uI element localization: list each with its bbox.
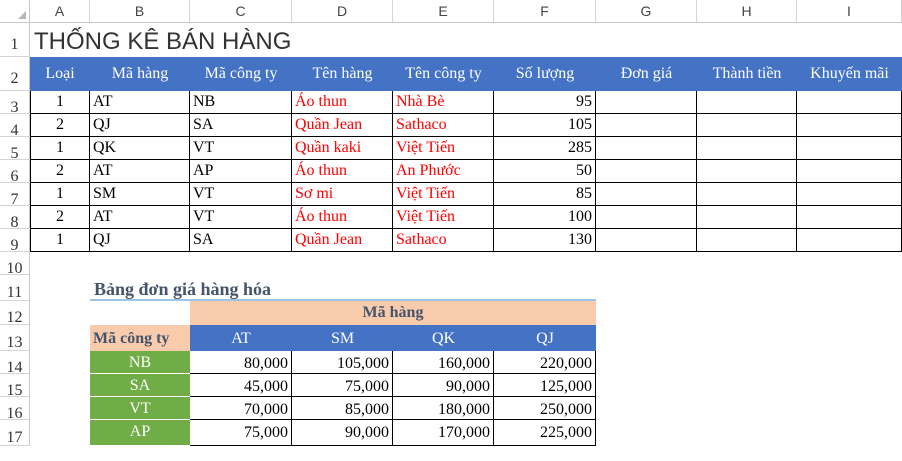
price-table-company-sa[interactable]: SA (90, 374, 190, 397)
table1-cell-r7-c1[interactable]: 1 (30, 229, 90, 252)
price-table-cell-sa-qj[interactable]: 125,000 (494, 374, 596, 397)
table1-cell-r7-c4[interactable]: Quần Jean (292, 229, 393, 252)
price-table-cell-ap-qk[interactable]: 170,000 (393, 420, 494, 446)
table1-header-2[interactable]: Mã công ty (190, 57, 292, 91)
column-header-c[interactable]: C (190, 0, 292, 23)
table1-cell-r4-c9[interactable] (797, 160, 902, 183)
table1-cell-r4-c8[interactable] (697, 160, 797, 183)
table1-cell-r6-c7[interactable] (596, 206, 697, 229)
price-table-cell-vt-at[interactable]: 70,000 (190, 397, 292, 420)
price-table-cell-nb-at[interactable]: 80,000 (190, 351, 292, 374)
table1-cell-r7-c6[interactable]: 130 (494, 229, 596, 252)
table1-cell-r2-c5[interactable]: Sathaco (393, 114, 494, 137)
row-header-6[interactable]: 6 (0, 160, 30, 183)
table1-cell-r5-c4[interactable]: Sơ mi (292, 183, 393, 206)
price-table-col-sm[interactable]: SM (292, 325, 393, 351)
table1-cell-r2-c1[interactable]: 2 (30, 114, 90, 137)
table1-cell-r7-c3[interactable]: SA (190, 229, 292, 252)
table1-header-1[interactable]: Mã hàng (90, 57, 190, 91)
row-header-13[interactable]: 13 (0, 325, 30, 351)
price-table-company-vt[interactable]: VT (90, 397, 190, 420)
price-table-cell-vt-sm[interactable]: 85,000 (292, 397, 393, 420)
table1-cell-r2-c6[interactable]: 105 (494, 114, 596, 137)
price-table-title[interactable]: Bảng đơn giá hàng hóa (94, 279, 272, 299)
price-table-company-ap[interactable]: AP (90, 420, 190, 446)
table1-header-5[interactable]: Số lượng (494, 57, 596, 91)
table1-cell-r6-c2[interactable]: AT (90, 206, 190, 229)
select-all-corner[interactable] (0, 0, 30, 23)
table1-cell-r3-c5[interactable]: Việt Tiến (393, 137, 494, 160)
table1-cell-r3-c6[interactable]: 285 (494, 137, 596, 160)
price-table-cell-nb-qj[interactable]: 220,000 (494, 351, 596, 374)
price-table-cell-ap-qj[interactable]: 225,000 (494, 420, 596, 446)
column-header-f[interactable]: F (494, 0, 596, 23)
row-header-8[interactable]: 8 (0, 206, 30, 229)
column-header-d[interactable]: D (292, 0, 393, 23)
column-header-i[interactable]: I (797, 0, 902, 23)
table1-cell-r4-c6[interactable]: 50 (494, 160, 596, 183)
sheet-title[interactable]: THỐNG KÊ BÁN HÀNG (34, 28, 292, 55)
table1-header-7[interactable]: Thành tiền (697, 57, 797, 91)
table1-header-0[interactable]: Loại (30, 57, 90, 91)
row-header-11[interactable]: 11 (0, 275, 30, 301)
table1-cell-r5-c5[interactable]: Việt Tiến (393, 183, 494, 206)
price-table-cell-nb-qk[interactable]: 160,000 (393, 351, 494, 374)
table1-cell-r3-c2[interactable]: QK (90, 137, 190, 160)
price-table-cell-vt-qj[interactable]: 250,000 (494, 397, 596, 420)
table1-cell-r4-c3[interactable]: AP (190, 160, 292, 183)
select-all-triangle-icon (18, 11, 26, 19)
price-table-cell-sa-qk[interactable]: 90,000 (393, 374, 494, 397)
price-table-cell-vt-qk[interactable]: 180,000 (393, 397, 494, 420)
column-header-h[interactable]: H (697, 0, 797, 23)
row-header-15[interactable]: 15 (0, 374, 30, 397)
table1-cell-r2-c8[interactable] (697, 114, 797, 137)
table1-cell-r4-c7[interactable] (596, 160, 697, 183)
row-header-2[interactable]: 2 (0, 57, 30, 91)
price-table-cell-ap-at[interactable]: 75,000 (190, 420, 292, 446)
row-header-7[interactable]: 7 (0, 183, 30, 206)
table1-cell-r5-c2[interactable]: SM (90, 183, 190, 206)
table1-cell-r2-c3[interactable]: SA (190, 114, 292, 137)
table1-cell-r7-c2[interactable]: QJ (90, 229, 190, 252)
table1-cell-r5-c9[interactable] (797, 183, 902, 206)
table1-cell-r1-c9[interactable] (797, 91, 902, 114)
table1-cell-r4-c1[interactable]: 2 (30, 160, 90, 183)
table1-cell-r4-c2[interactable]: AT (90, 160, 190, 183)
price-table-col-at[interactable]: AT (190, 325, 292, 351)
table1-cell-r3-c3[interactable]: VT (190, 137, 292, 160)
table1-cell-r1-c8[interactable] (697, 91, 797, 114)
table1-cell-r6-c4[interactable]: Áo thun (292, 206, 393, 229)
table1-cell-r6-c8[interactable] (697, 206, 797, 229)
table1-cell-r3-c1[interactable]: 1 (30, 137, 90, 160)
table1-cell-r3-c9[interactable] (797, 137, 902, 160)
table1-cell-r2-c2[interactable]: QJ (90, 114, 190, 137)
table1-cell-r6-c3[interactable]: VT (190, 206, 292, 229)
price-table-spacer (90, 301, 190, 325)
price-table-col-qk[interactable]: QK (393, 325, 494, 351)
price-table-group-header[interactable]: Mã hàng (190, 301, 596, 325)
row-header-16[interactable]: 16 (0, 397, 30, 420)
price-table-row-header[interactable]: Mã công ty (90, 325, 190, 351)
table1-cell-r6-c5[interactable]: Việt Tiến (393, 206, 494, 229)
table1-cell-r1-c1[interactable]: 1 (30, 91, 90, 114)
table1-cell-r5-c7[interactable] (596, 183, 697, 206)
table1-cell-r6-c9[interactable] (797, 206, 902, 229)
table1-cell-r5-c1[interactable]: 1 (30, 183, 90, 206)
row-header-12[interactable]: 12 (0, 301, 30, 325)
table1-cell-r6-c1[interactable]: 2 (30, 206, 90, 229)
table1-cell-r3-c8[interactable] (697, 137, 797, 160)
table1-cell-r7-c5[interactable]: Sathaco (393, 229, 494, 252)
table1-cell-r2-c7[interactable] (596, 114, 697, 137)
table1-cell-r7-c7[interactable] (596, 229, 697, 252)
price-table-company-nb[interactable]: NB (90, 351, 190, 374)
price-table-cell-sa-sm[interactable]: 75,000 (292, 374, 393, 397)
table1-cell-r1-c5[interactable]: Nhà Bè (393, 91, 494, 114)
table1-cell-r2-c4[interactable]: Quần Jean (292, 114, 393, 137)
row-header-3[interactable]: 3 (0, 91, 30, 114)
column-header-e[interactable]: E (393, 0, 494, 23)
table1-cell-r1-c3[interactable]: NB (190, 91, 292, 114)
row-header-17[interactable]: 17 (0, 420, 30, 446)
table1-header-3[interactable]: Tên hàng (292, 57, 393, 91)
table1-cell-r2-c9[interactable] (797, 114, 902, 137)
table1-cell-r6-c6[interactable]: 100 (494, 206, 596, 229)
row-header-9[interactable]: 9 (0, 229, 30, 252)
column-header-g[interactable]: G (596, 0, 697, 23)
row-header-4[interactable]: 4 (0, 114, 30, 137)
table1-cell-r4-c4[interactable]: Áo thun (292, 160, 393, 183)
column-header-b[interactable]: B (90, 0, 190, 23)
table1-cell-r3-c4[interactable]: Quần kaki (292, 137, 393, 160)
table1-cell-r3-c7[interactable] (596, 137, 697, 160)
column-header-a[interactable]: A (30, 0, 90, 23)
table1-cell-r7-c9[interactable] (797, 229, 902, 252)
row-header-5[interactable]: 5 (0, 137, 30, 160)
row-header-14[interactable]: 14 (0, 351, 30, 374)
table1-cell-r1-c4[interactable]: Áo thun (292, 91, 393, 114)
table1-cell-r1-c7[interactable] (596, 91, 697, 114)
table1-cell-r5-c6[interactable]: 85 (494, 183, 596, 206)
table1-cell-r4-c5[interactable]: An Phước (393, 160, 494, 183)
price-table-cell-sa-at[interactable]: 45,000 (190, 374, 292, 397)
price-table-cell-ap-sm[interactable]: 90,000 (292, 420, 393, 446)
table1-header-4[interactable]: Tên công ty (393, 57, 494, 91)
table1-cell-r7-c8[interactable] (697, 229, 797, 252)
price-table-cell-nb-sm[interactable]: 105,000 (292, 351, 393, 374)
table1-cell-r5-c8[interactable] (697, 183, 797, 206)
table1-cell-r5-c3[interactable]: VT (190, 183, 292, 206)
table1-cell-r1-c2[interactable]: AT (90, 91, 190, 114)
row-header-10[interactable]: 10 (0, 252, 30, 275)
price-table-col-qj[interactable]: QJ (494, 325, 596, 351)
table1-cell-r1-c6[interactable]: 95 (494, 91, 596, 114)
table1-header-6[interactable]: Đơn giá (596, 57, 697, 91)
row-header-1[interactable]: 1 (0, 23, 30, 57)
table1-header-8[interactable]: Khuyến mãi (797, 57, 902, 91)
